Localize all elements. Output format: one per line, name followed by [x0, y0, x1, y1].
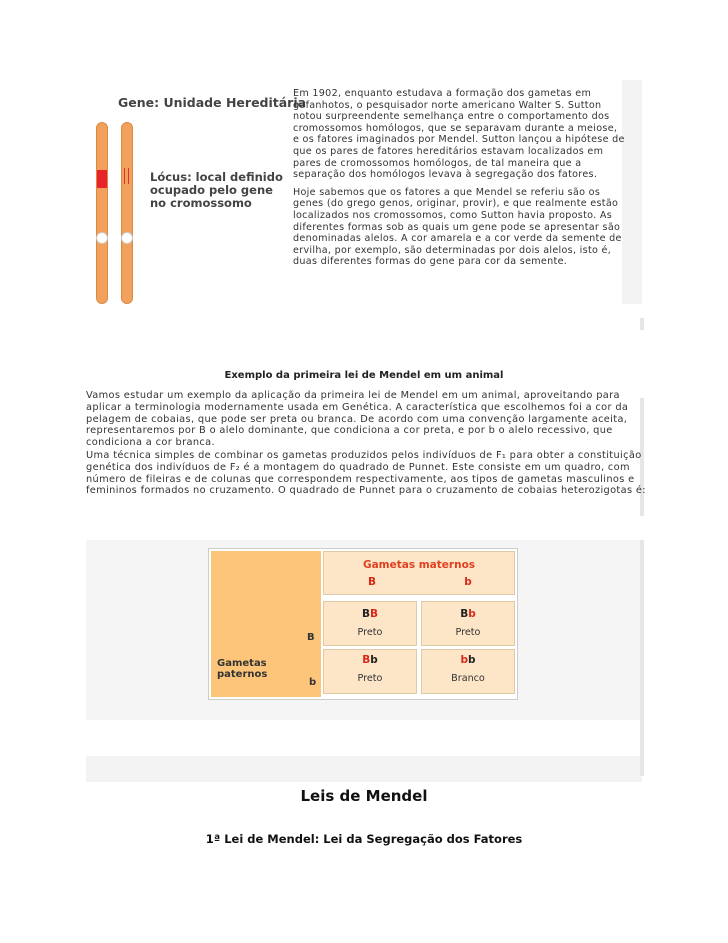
section-title: Exemplo da primeira lei de Mendel em um animal — [224, 370, 504, 381]
bottom-band — [86, 756, 642, 782]
locus-label — [150, 171, 283, 210]
cell-genotype — [324, 608, 416, 620]
locus-line-3: no cromossomo — [150, 196, 252, 210]
side-panel — [622, 80, 642, 304]
maternal-allele-2: b — [464, 576, 472, 588]
allele-dominant: B — [370, 608, 379, 620]
cell-phenotype: Preto — [357, 673, 383, 684]
sub-heading: 1ª Lei de Mendel: Lei da Segregação dos Fatores — [205, 832, 523, 846]
locus-pointer-line — [128, 168, 129, 184]
punnet-square — [208, 548, 518, 700]
cell-genotype — [422, 608, 514, 620]
punnet-cell — [323, 601, 417, 646]
punnet-cell — [323, 649, 417, 694]
locus-line-1: Lócus: local definido — [150, 170, 283, 184]
figure-title: Gene: Unidade Hereditária — [118, 95, 307, 110]
paternal-label: Gametas paternos — [217, 658, 268, 680]
centromere-left — [96, 232, 108, 244]
centromere-right — [121, 232, 133, 244]
locus-line-2: ocupado pelo gene — [150, 183, 273, 197]
punnet-cell — [421, 601, 515, 646]
maternal-allele-1: B — [367, 576, 376, 588]
allele-recessive: b — [468, 608, 476, 620]
paternal-allele-1: B — [307, 632, 315, 643]
chromosome-right — [121, 122, 133, 304]
maternal-header — [323, 551, 515, 595]
cell-phenotype: Branco — [451, 673, 485, 684]
intro-paragraph-1: Em 1902, enquanto estudava a formação dos gametas em gafanhotos, o pesquisador norte americano Walter S. Sutton notou surpreendente semelhança entre o comportamento dos cromossomos homólogos, que se separavam durante a meiose, e os fatores imaginados por Mendel. Sutton lançou a hipótese de que os pares de fatores hereditários estavam localizados em pares de cromossomos homólogos, de tal maneira que a separação dos homólogos levava à segregação dos fatores. — [293, 88, 625, 181]
allele-dominant: B — [460, 608, 469, 620]
main-heading: Leis de Mendel — [300, 787, 428, 805]
locus-pointer — [124, 168, 139, 184]
body-paragraph-2: Uma técnica simples de combinar os gametas produzidos pelos indivíduos de F₁ para obter a constituição genética dos indivíduos de F₂ é a montagem do quadrado de Punnet. Este consiste em um quadro, com número de fileiras e de colunas que correspondem respectivamente, aos tipos de gametas masculinos e femininos formados no cruzamento. O quadrado de Punnet para o cruzamento de cobaias heterozigotas é: — [86, 450, 646, 497]
cell-phenotype: Preto — [455, 627, 481, 638]
allele-dominant: B — [361, 608, 370, 620]
body-paragraph-1: Vamos estudar um exemplo da aplicação da primeira lei de Mendel em um animal, aproveitando para aplicar a terminologia modernamente usada em Genética. A característica que escolhemos foi a cor da pelagem de cobaias, que pode ser preta ou branca. De acordo com uma convenção largamente aceita, representaremos por B o alelo dominante, que condiciona a cor preta, e por b o alelo recessivo, que condiciona a cor branca. — [86, 390, 629, 449]
allele-recessive: b — [460, 654, 468, 666]
cell-genotype — [422, 654, 514, 666]
intro-text — [293, 88, 625, 274]
maternal-label: Gametas maternos — [362, 559, 476, 571]
locus-band — [97, 170, 107, 188]
cell-phenotype: Preto — [357, 627, 383, 638]
chromosome-left — [96, 122, 108, 304]
allele-recessive: b — [468, 654, 476, 666]
edge-mark — [640, 540, 644, 776]
punnet-cell — [421, 649, 515, 694]
allele-dominant: B — [362, 654, 371, 666]
intro-paragraph-2: Hoje sabemos que os fatores a que Mendel se referiu são os genes (do grego genos, originar, provir), e que realmente estão localizados nos cromossomos, como Sutton havia proposto. As diferentes formas sob as quais um gene pode se apresentar são denominadas alelos. A cor amarela e a cor verde da semente de ervilha, por exemplo, são determinadas por dois alelos, isto é, duas diferentes formas do gene para cor da semente. — [293, 186, 622, 268]
cell-genotype — [324, 654, 416, 666]
allele-recessive: b — [370, 654, 378, 666]
edge-mark — [640, 318, 644, 330]
paternal-allele-2: b — [309, 677, 317, 688]
